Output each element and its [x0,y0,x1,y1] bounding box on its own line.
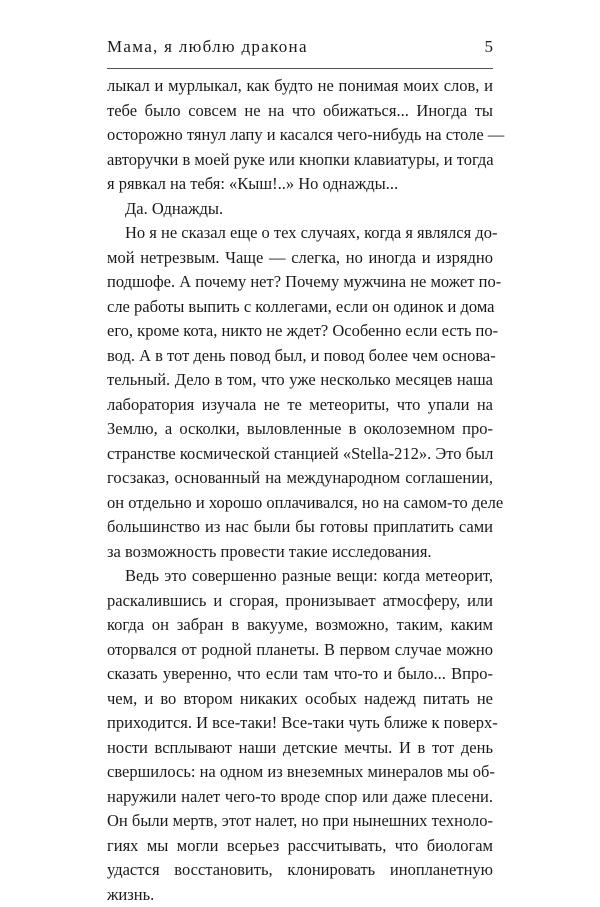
page-number: 5 [485,37,494,57]
text-line: большинство из нас были бы готовы приплатить сами [107,515,493,540]
text-line: за возможность провести такие исследования. [107,540,493,565]
text-line: Но я не сказал еще о тех случаях, когда я являлся до- [107,221,493,246]
running-title: Мама, я люблю дракона [107,37,308,57]
text-line: лаборатория изучала не те метеориты, что упали на [107,393,493,418]
text-line: оторвался от родной планеты. В первом случае можно [107,638,493,663]
running-head [107,37,493,63]
paragraph [107,221,493,564]
text-line: наружили налет чего-то вроде спор или даже плесени. [107,785,493,810]
text-line: он отдельно и хорошо оплачивался, но на самом-то деле [107,491,493,516]
header-rule [107,68,493,69]
text-line: странстве космической станцией «Stella-212». Это был [107,442,493,467]
text-line: гиях мы могли всерьез рассчитывать, что биологам [107,834,493,859]
text-line: сле работы выпить с коллегами, если он одинок и дома [107,295,493,320]
text-line: Ведь это совершенно разные вещи: когда метеорит, [107,564,493,589]
text-line: осторожно тянул лапу и касался чего-нибудь на столе — [107,123,493,148]
text-line: Землю, а осколки, выловленные в околоземном про- [107,417,493,442]
text-line: я рявкал на тебя: «Кыш!..» Но однажды... [107,172,493,197]
text-line: тельный. Дело в том, что уже несколько месяцев наша [107,368,493,393]
text-line: удастся восстановить, клонировать инопланетную [107,858,493,883]
text-line: вод. А в тот день повод был, и повод более чем основа- [107,344,493,369]
text-line: авторучки в моей руке или кнопки клавиатуры, и тогда [107,148,493,173]
text-line: Да. Однажды. [107,197,493,222]
text-line: ности всплывают наши детские мечты. И в тот день [107,736,493,761]
paragraph [107,564,493,907]
text-line: свершилось: на одном из внеземных минералов мы об- [107,760,493,785]
body-text [107,74,493,907]
paragraph [107,197,493,222]
text-line: жизнь. [107,883,493,907]
text-line: подшофе. А почему нет? Почему мужчина не может по- [107,270,493,295]
text-line: Он были мертв, этот налет, но при нынешних техноло- [107,809,493,834]
text-line: лыкал и мурлыкал, как будто не понимая моих слов, и [107,74,493,99]
text-line: когда он забран в вакууме, возможно, таким, каким [107,613,493,638]
text-line: приходится. И все-таки! Все-таки чуть ближе к поверх- [107,711,493,736]
text-line: госзаказ, основанный на международном соглашении, [107,466,493,491]
text-line: сказать уверенно, что если там что-то и было... Впро- [107,662,493,687]
paragraph [107,74,493,197]
text-line: тебе было совсем не на что обижаться... Иногда ты [107,99,493,124]
text-line: чем, и во втором никаких особых надежд питать не [107,687,493,712]
text-line: раскалившись и сгорая, пронизывает атмосферу, или [107,589,493,614]
text-line: его, кроме кота, никто не ждет? Особенно если есть по- [107,319,493,344]
text-line: мой нетрезвым. Чаще — слегка, но иногда и изрядно [107,246,493,271]
